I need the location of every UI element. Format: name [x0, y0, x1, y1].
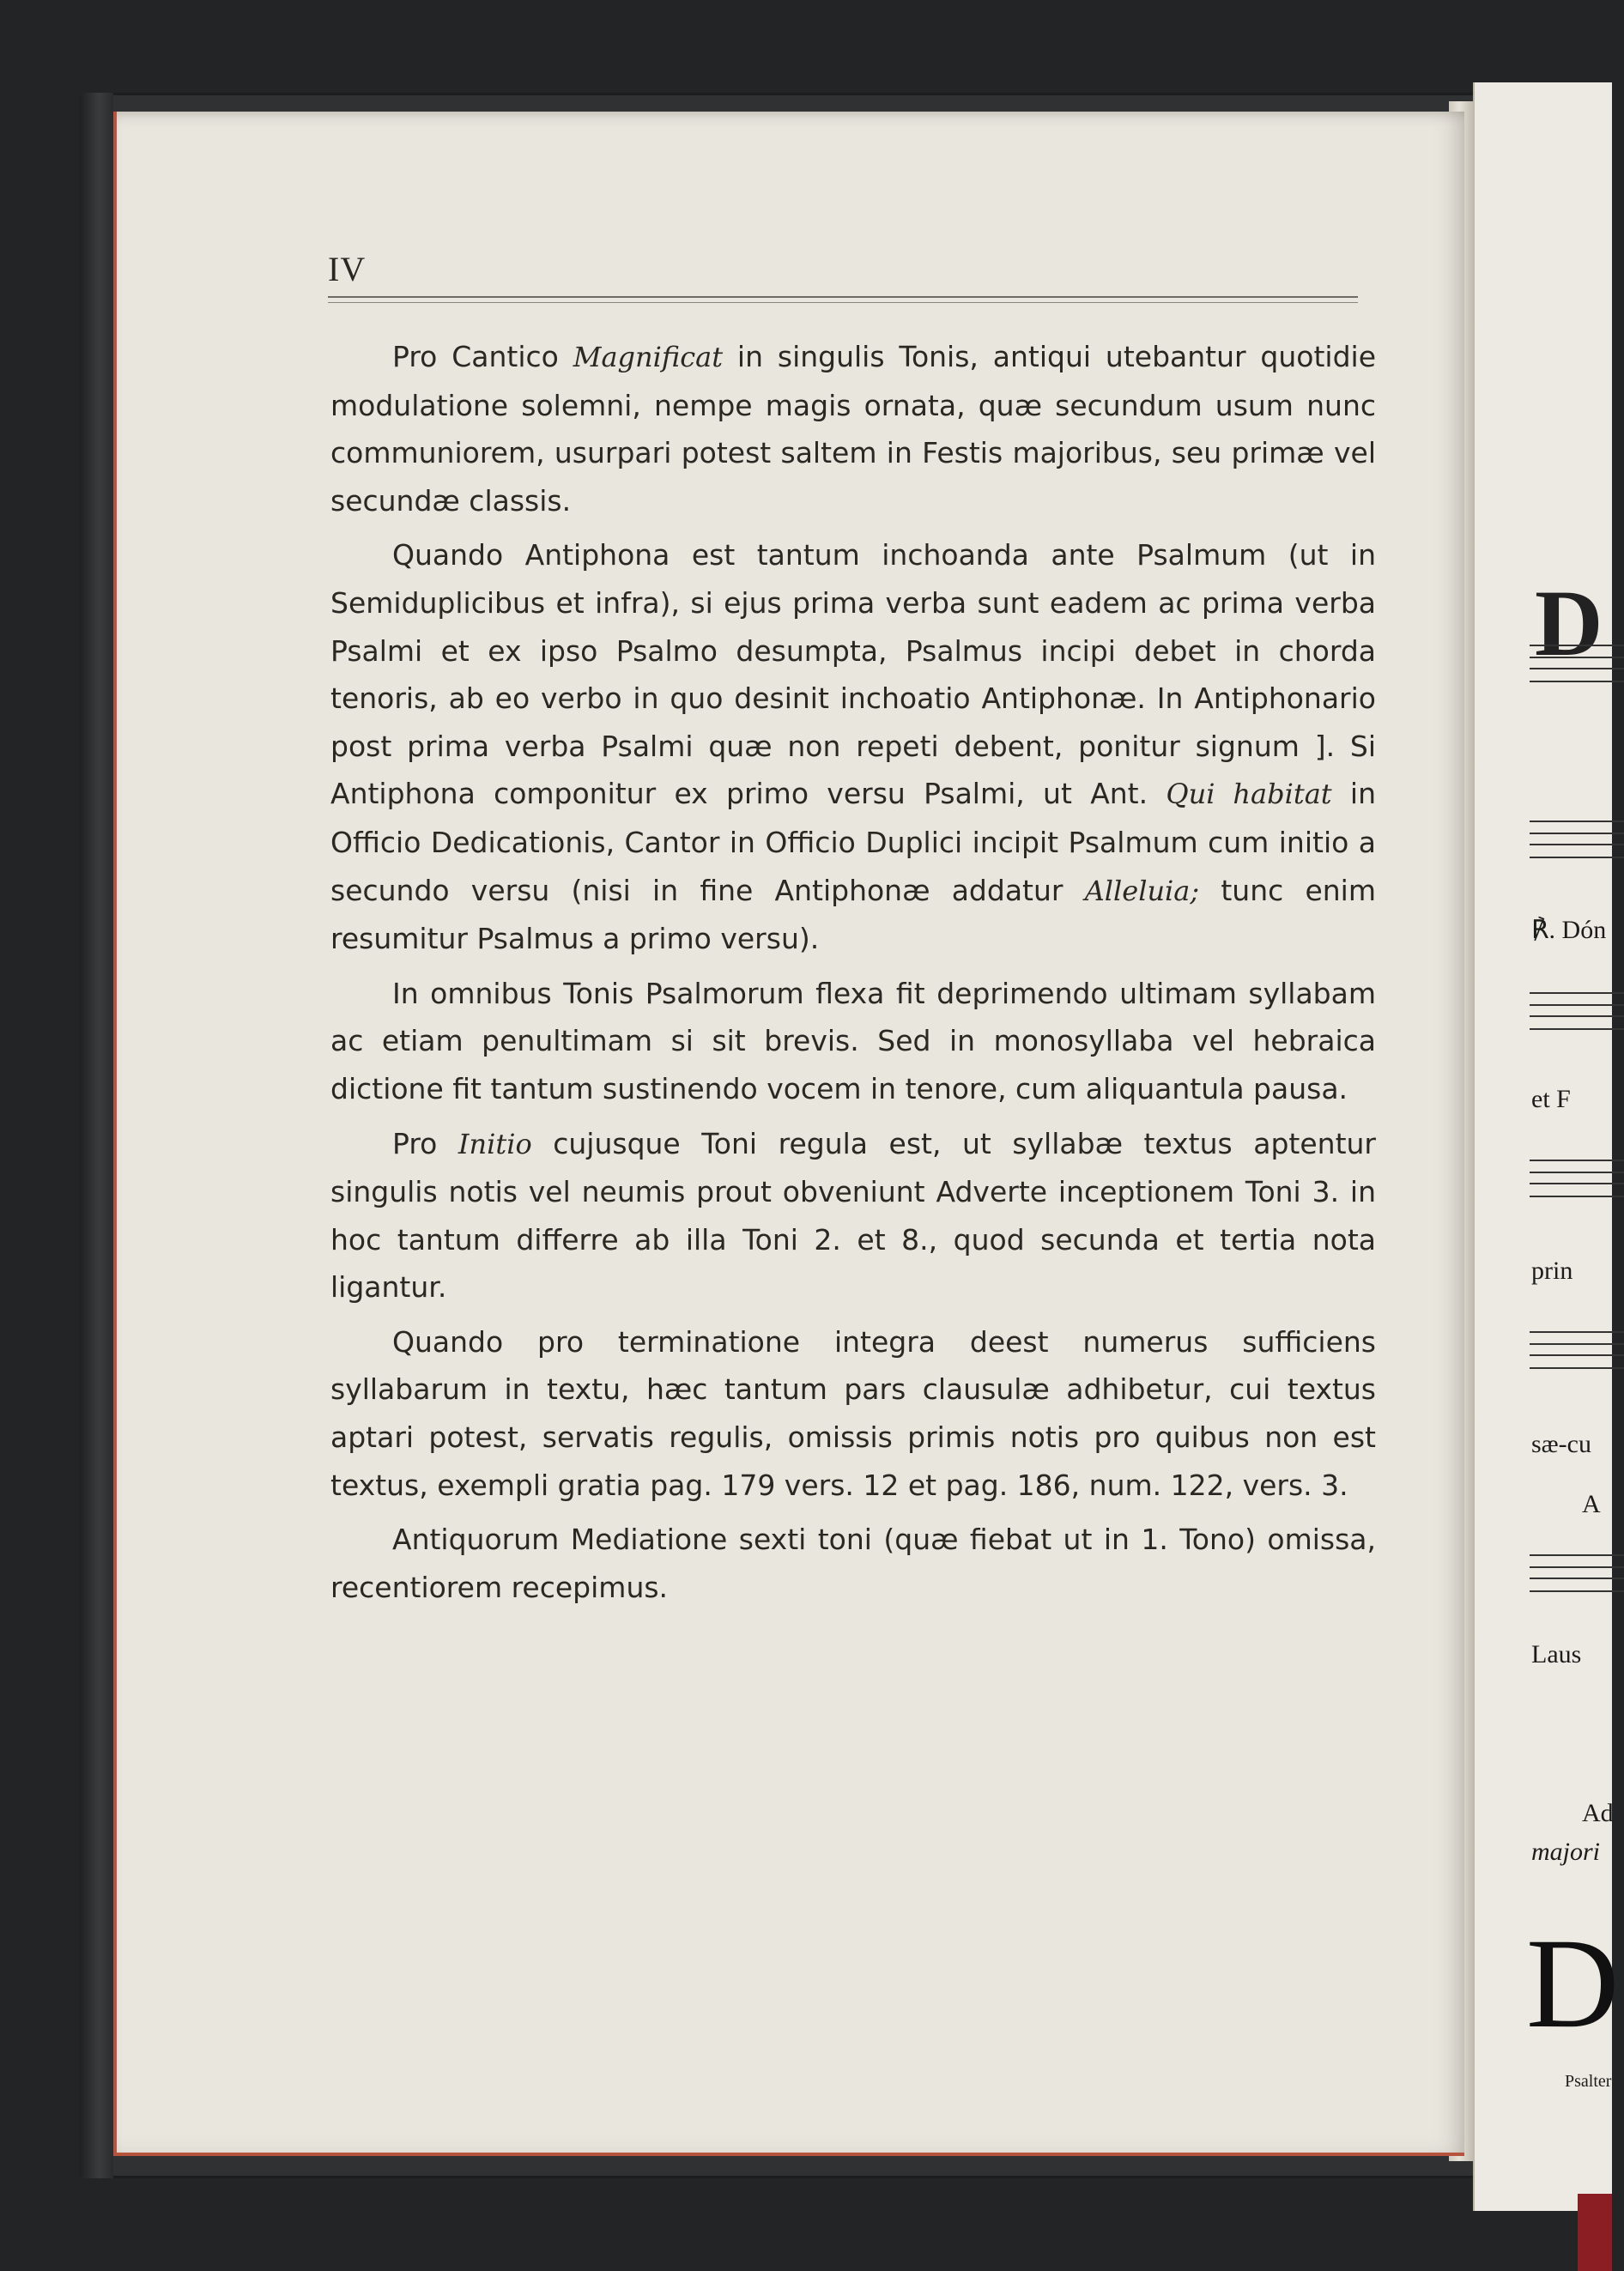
facing-text-fragment: Psalter — [1565, 2072, 1612, 2091]
music-staff — [1530, 821, 1624, 858]
body-text — [330, 333, 1376, 1618]
text-run: Pro — [392, 1126, 458, 1160]
facing-text-fragment: A — [1582, 1490, 1601, 1518]
paragraph — [330, 1318, 1376, 1509]
text-run: in Officio Dedicationis, Cantor in Officio Duplici incipit Psalmum cum initio a secundo versu (nisi in fine Antiphonæ addatur — [330, 777, 1377, 907]
text-run: Quando pro terminatione integra deest numerus sufficiens syllabarum in textu, hæc tantum pars clausulæ adhibetur, cui textus aptari potest, servatis regulis, omissis primis notis pro quibus non est textus, exempli gratia pag. 179 vers. 12 et pag. 186, num. 122, vers. 3. — [330, 1324, 1376, 1502]
text-run: In omnibus Tonis Psalmorum flexa fit deprimendo ultimam syllabam ac etiam penultimam si sit brevis. Sed in monosyllaba vel hebraica dictione fit tantum sustinendo vocem in tenore, cum aliquantula pausa. — [330, 976, 1376, 1105]
paragraph — [330, 970, 1376, 1113]
paragraph — [330, 1516, 1376, 1611]
facing-text-fragment: Ad — [1582, 1799, 1614, 1827]
page-number: IV — [328, 250, 367, 288]
italic-text: Initio — [458, 1127, 532, 1160]
bookmark-ribbon — [1578, 2194, 1612, 2271]
header-rule — [328, 296, 1358, 303]
italic-text: Qui habitat — [1166, 778, 1332, 811]
text-run: cujusque Toni regula est, ut syllabæ textus aptentur singulis notis vel neumis prout obveniunt Adverte inceptionem Toni 3. in hoc tantum differre ab illa Toni 2. et 8., quod secunda et tertia nota ligantur. — [330, 1126, 1376, 1305]
facing-initial: D — [1535, 571, 1603, 675]
music-staff — [1530, 1554, 1624, 1592]
text-run: Quando Antiphona est tantum inchoanda ante Psalmum (ut in Semiduplicibus et infra), si ejus prima verba sunt eadem ac prima verba Psalmi et ex ipso Psalmo desumpta, Psalmus incipi debet in chorda tenoris, ab eo verbo in quo desinit inchoatio Antiphonæ. In Antiphonario post prima verba Psalmi quæ non repeti debent, ponitur signum ]. Si Antiphona componitur ex primo versu Psalmi, ut Ant. — [330, 538, 1376, 811]
text-run: tunc enim resumitur Psalmus a primo versu). — [330, 873, 1376, 956]
facing-text-fragment: Laus — [1531, 1640, 1582, 1668]
paragraph — [330, 531, 1376, 962]
music-staff — [1530, 1331, 1624, 1369]
paragraph — [330, 1120, 1376, 1311]
text-run: Pro Cantico — [392, 340, 573, 373]
music-staff — [1530, 645, 1624, 682]
book-spine — [79, 93, 113, 2178]
facing-text-fragment: sæ-cu — [1531, 1430, 1591, 1458]
text-run: in singulis Tonis, antiqui utebantur quotidie modulatione solemni, nempe magis ornata, quæ secundum usum nunc communiorem, usurpari potest saltem in Festis majoribus, seu primæ vel secundæ classis. — [330, 340, 1377, 518]
facing-page — [1473, 82, 1620, 2211]
italic-text: Alleluia; — [1084, 874, 1200, 907]
text-run: Antiquorum Mediatione sexti toni (quæ fiebat ut in 1. Tono) omissa, recentiorem recepimus. — [330, 1523, 1376, 1604]
paragraph — [330, 333, 1376, 524]
music-staff — [1530, 1160, 1624, 1197]
facing-big-initial: D — [1526, 1912, 1620, 2055]
facing-text-fragment: prin — [1531, 1257, 1573, 1285]
facing-text-fragment: ℟. Dón — [1531, 916, 1607, 944]
facing-text-fragment: majori — [1531, 1838, 1601, 1866]
italic-text: Magnificat — [573, 341, 724, 373]
facing-text-fragment: et F — [1531, 1085, 1571, 1113]
music-staff — [1530, 992, 1624, 1030]
